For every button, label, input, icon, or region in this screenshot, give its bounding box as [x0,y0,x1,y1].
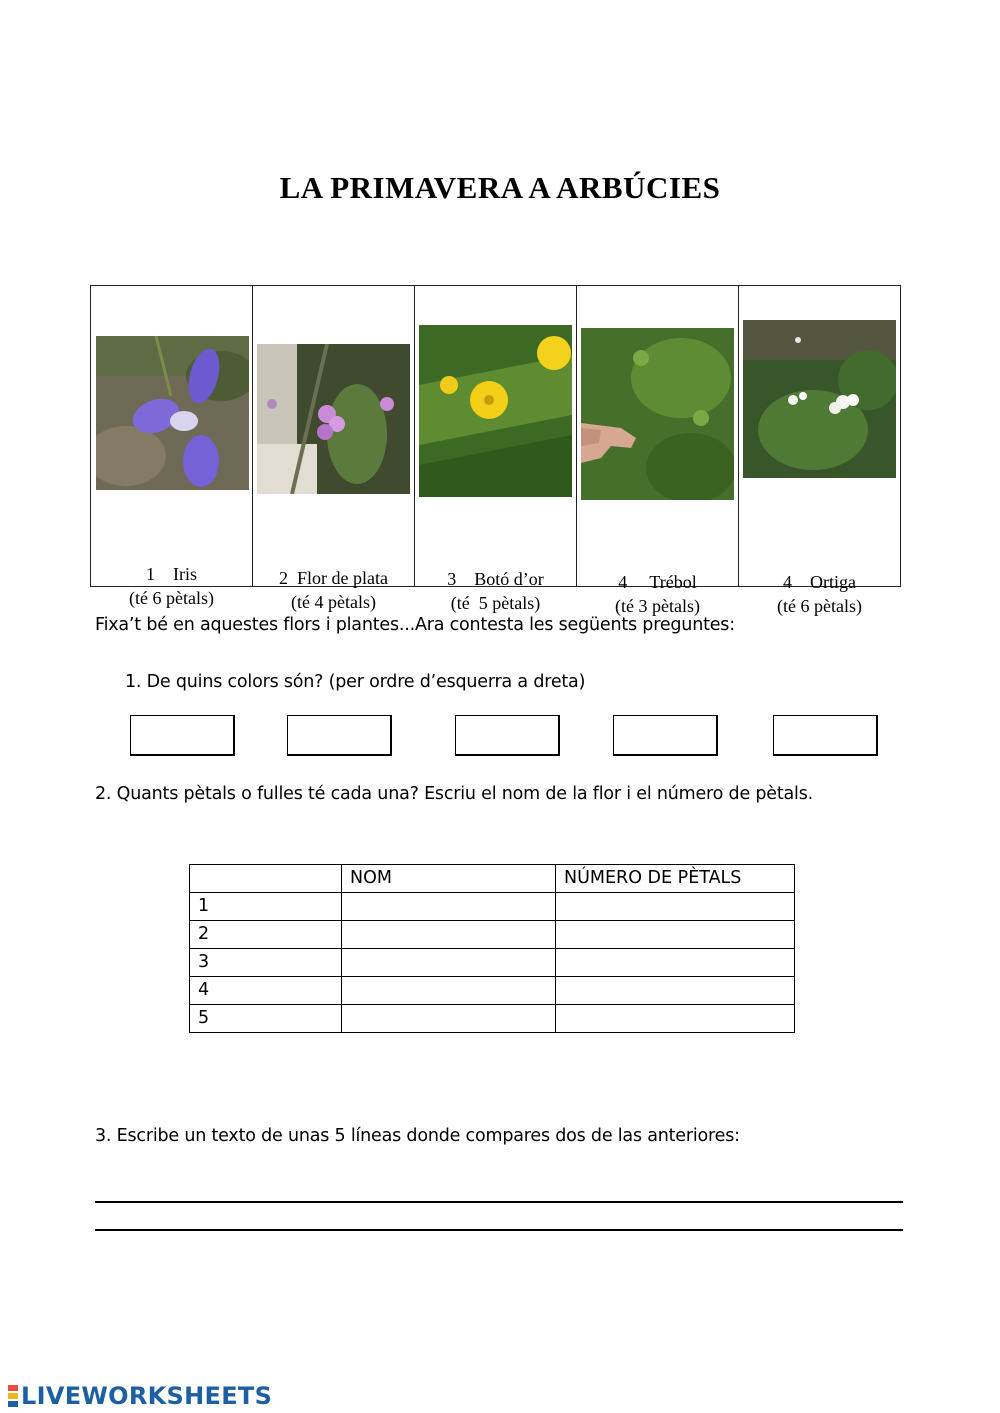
plant-caption: 4 Ortiga (té 6 pètals) [777,572,862,616]
header-cell: NOM [342,865,556,893]
question-1: 1. De quins colors són? (per ordre d’esquerra a dreta) [125,672,586,692]
table-header-row [190,865,795,893]
boto-dor-photo [419,325,572,497]
ortiga-photo-icon [743,320,896,478]
boto-dor-photo-icon [419,325,572,497]
page-title: LA PRIMAVERA A ARBÚCIES [279,170,721,205]
question-3: 3. Escribe un texto de unas 5 líneas donde compares dos de las anteriores: [95,1126,740,1146]
name-input-cell[interactable] [342,921,556,949]
liveworksheets-logo [8,1382,272,1410]
row-number: 3 [190,949,342,977]
answer-line-2[interactable] [95,1229,903,1231]
color-answer-box-1[interactable] [130,715,235,756]
iris-photo-icon [96,336,249,490]
trebol-photo-icon [581,328,734,500]
name-input-cell[interactable] [342,949,556,977]
header-cell: NÚMERO DE PÈTALS [556,865,795,893]
color-answer-box-2[interactable] [287,715,392,756]
plant-caption: 2 Flor de plata (té 4 pètals) [279,568,388,612]
petals-input-cell[interactable] [556,949,795,977]
plants-table [90,285,901,616]
petals-table [189,864,795,1033]
table-row [190,1005,795,1033]
plant-cell-boto-dor [415,286,577,613]
table-row [190,893,795,921]
plant-caption: 1 Iris (té 6 pètals) [129,564,214,608]
plant-caption: 3 Botó d’or (té 5 pètals) [447,569,544,613]
plant-cell-iris [91,286,253,608]
question-2: 2. Quants pètals o fulles té cada una? Escriu el nom de la flor i el número de pètals. [95,784,813,804]
color-answer-box-4[interactable] [613,715,718,756]
plant-cell-ortiga [739,286,901,616]
name-input-cell[interactable] [342,893,556,921]
plant-cell-flor-de-plata [253,286,415,612]
logo-mark-icon [8,1385,18,1407]
name-input-cell[interactable] [342,1005,556,1033]
color-answer-box-5[interactable] [773,715,878,756]
table-row [190,949,795,977]
flor-de-plata-photo [257,344,410,494]
iris-photo [96,336,249,490]
row-number: 1 [190,893,342,921]
intro-text: Fixa’t bé en aquestes flors i plantes...Ara contesta les següents preguntes: [95,615,735,635]
petals-input-cell[interactable] [556,921,795,949]
logo-text: LIVEWORKSHEETS [21,1382,273,1410]
header-cell [190,865,342,893]
table-row [190,977,795,1005]
name-input-cell[interactable] [342,977,556,1005]
row-number: 2 [190,921,342,949]
plant-cell-trebol [577,286,739,616]
row-number: 5 [190,1005,342,1033]
plant-caption: 4 Trébol (té 3 pètals) [615,572,700,616]
petals-input-cell[interactable] [556,977,795,1005]
ortiga-photo [743,320,896,478]
row-number: 4 [190,977,342,1005]
answer-line-1[interactable] [95,1201,903,1203]
trebol-photo [581,328,734,500]
flor-de-plata-photo-icon [257,344,410,494]
table-row [190,921,795,949]
color-answer-box-3[interactable] [455,715,560,756]
petals-input-cell[interactable] [556,893,795,921]
petals-input-cell[interactable] [556,1005,795,1033]
